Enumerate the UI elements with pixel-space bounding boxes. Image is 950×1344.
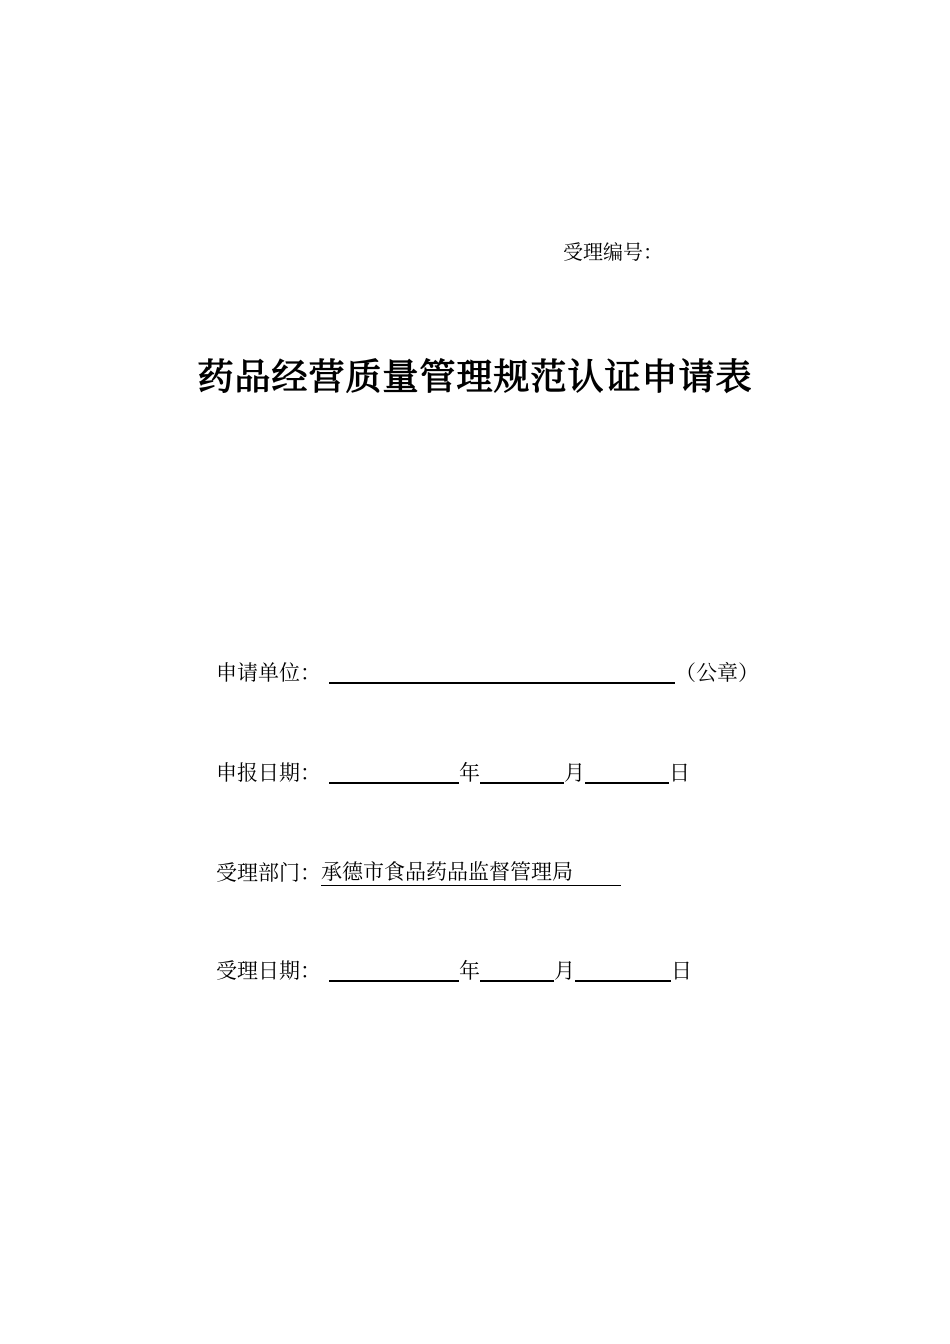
- declare-month-blank[interactable]: [480, 760, 564, 784]
- applicant-row: [216, 658, 759, 688]
- declare-day-blank[interactable]: [585, 760, 669, 784]
- document-title: 药品经营质量管理规范认证申请表: [197, 356, 753, 398]
- accepting-dept-row: [216, 858, 621, 888]
- declare-day-label: 日: [669, 761, 690, 785]
- accepting-dept-trailing-blank: [573, 859, 621, 886]
- applicant-label: 申请单位：: [216, 661, 321, 685]
- declare-year-label: 年: [459, 761, 480, 785]
- accept-year-label: 年: [459, 959, 480, 983]
- accept-month-label: 月: [554, 959, 575, 983]
- accept-date-row: [216, 956, 692, 986]
- applicant-blank[interactable]: [329, 660, 675, 684]
- accept-day-label: 日: [671, 959, 692, 983]
- declare-date-row: [216, 758, 690, 788]
- accept-date-label: 受理日期：: [216, 959, 321, 983]
- acceptance-number-label: 受理编号：: [563, 240, 663, 264]
- accept-day-blank[interactable]: [575, 958, 671, 982]
- accept-year-blank[interactable]: [329, 958, 459, 982]
- official-seal-note: （公章）: [675, 661, 759, 685]
- declare-month-label: 月: [564, 761, 585, 785]
- accept-month-blank[interactable]: [480, 958, 554, 982]
- accepting-dept-value: 承德市食品药品监督管理局: [321, 860, 573, 884]
- accepting-dept-label: 受理部门：: [216, 861, 321, 885]
- declare-year-blank[interactable]: [329, 760, 459, 784]
- declare-date-label: 申报日期：: [216, 761, 321, 785]
